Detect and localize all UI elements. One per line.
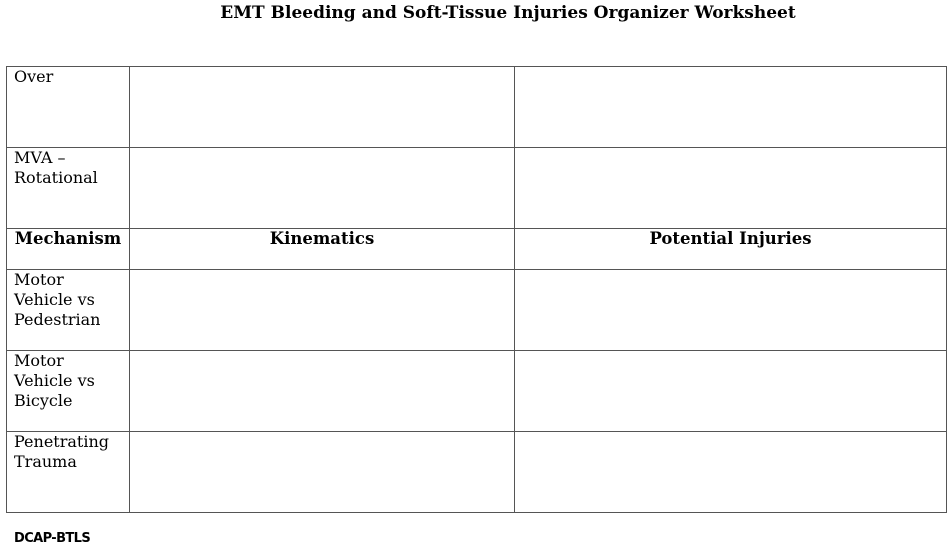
header-row	[7, 229, 947, 270]
table-row	[7, 148, 947, 229]
table-row	[7, 351, 947, 432]
kinematics-cell[interactable]	[130, 432, 515, 513]
kinematics-cell[interactable]	[130, 270, 515, 351]
potential-injuries-header: Potential Injuries	[515, 229, 947, 270]
mechanism-header: Mechanism	[7, 229, 130, 270]
organizer-table	[6, 66, 947, 513]
mechanism-cell: Over	[7, 67, 130, 148]
mechanism-cell: Motor Vehicle vs Pedestrian	[7, 270, 130, 351]
table-row	[7, 67, 947, 148]
potential-injuries-cell[interactable]	[515, 148, 947, 229]
kinematics-cell[interactable]	[130, 351, 515, 432]
kinematics-cell[interactable]	[130, 148, 515, 229]
kinematics-header: Kinematics	[130, 229, 515, 270]
potential-injuries-cell[interactable]	[515, 270, 947, 351]
potential-injuries-cell[interactable]	[515, 67, 947, 148]
mechanism-cell: Motor Vehicle vs Bicycle	[7, 351, 130, 432]
table-row	[7, 270, 947, 351]
mechanism-cell: MVA – Rotational	[7, 148, 130, 229]
page-title: EMT Bleeding and Soft-Tissue Injuries Organizer Worksheet	[220, 3, 796, 23]
potential-injuries-cell[interactable]	[515, 432, 947, 513]
footer-note: DCAP-BTLS	[14, 531, 91, 546]
mechanism-cell: Penetrating Trauma	[7, 432, 130, 513]
potential-injuries-cell[interactable]	[515, 351, 947, 432]
table-row	[7, 432, 947, 513]
kinematics-cell[interactable]	[130, 67, 515, 148]
